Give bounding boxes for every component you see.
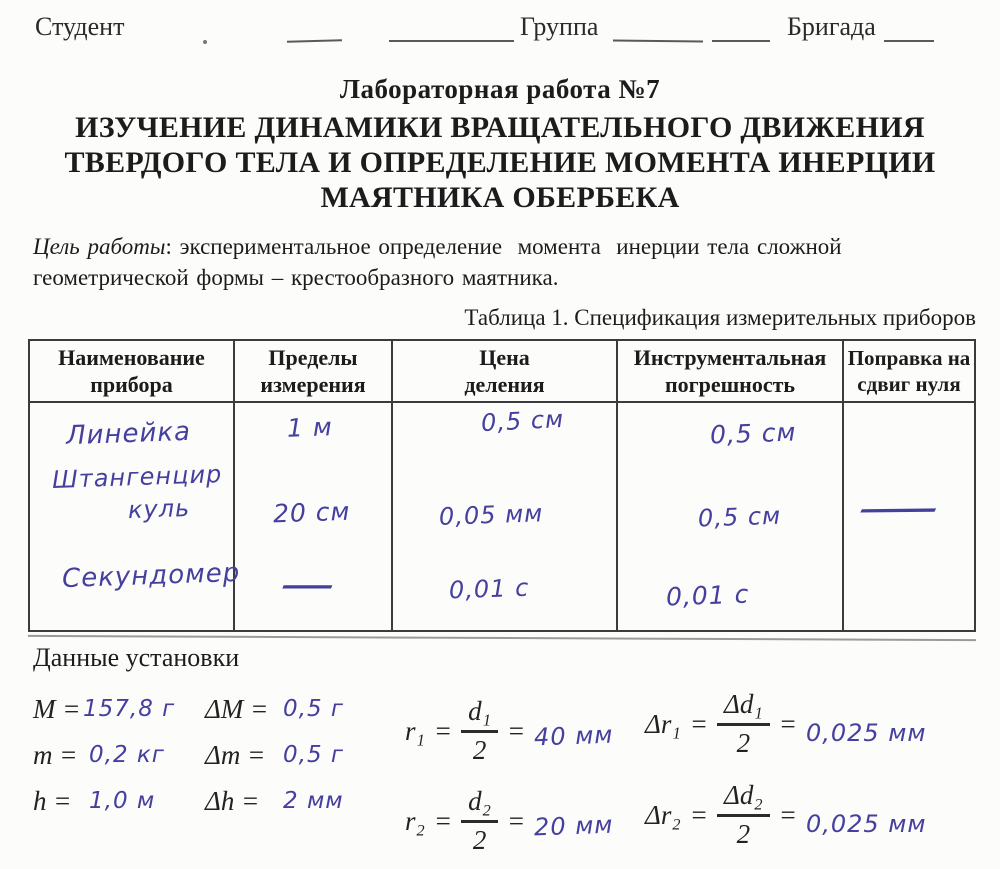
group-label: Группа	[520, 12, 599, 41]
equals-sign: =	[689, 708, 708, 739]
column-zero-shift	[844, 403, 974, 630]
handwritten-error-caliper: 0,5 см	[697, 501, 782, 533]
handwritten-division-stopwatch: 0,01 с	[448, 573, 530, 605]
handwritten-value-h: 1,0 м	[89, 788, 156, 814]
fraction-denominator: 2	[736, 728, 751, 758]
table-caption: Таблица 1. Спецификация измерительных приборов	[464, 305, 976, 330]
equals-sign: =	[689, 799, 708, 830]
symbol-r1: r₁	[405, 715, 425, 746]
student-blank-line-2	[389, 40, 514, 42]
setup-data-heading: Данные установки	[33, 643, 240, 672]
symbol-delta-r1: Δr₁	[645, 708, 681, 739]
goal-text-line-1: : экспериментальное определение момента инерции тела сложной	[165, 234, 842, 259]
title-caps-line-3: МАЯТНИКА ОБЕРБЕКА	[320, 181, 680, 214]
handwritten-value-delta-r1: 0,025 мм	[805, 719, 927, 747]
goal-paragraph	[33, 231, 983, 293]
instruments-table	[28, 339, 976, 632]
symbol-m: m =	[33, 740, 78, 770]
handwritten-instrument-ruler: Линейка	[65, 416, 192, 452]
fraction-denominator: 2	[736, 819, 751, 849]
brigade-blank-line	[884, 40, 934, 42]
lab-work-number-title: Лабораторная работа №7	[339, 74, 661, 104]
title-caps-line-2: ТВЕРДОГО ТЕЛА И ОПРЕДЕЛЕНИЕ МОМЕНТА ИНЕРЦИИ	[64, 146, 936, 179]
handwritten-value-delta-h: 2 мм	[283, 788, 344, 814]
symbol-delta-h: Δh =	[205, 786, 260, 816]
fraction-d2-over-2	[461, 786, 498, 856]
handwritten-instrument-stopwatch: Секундомер	[61, 557, 241, 595]
scan-speck	[203, 40, 207, 44]
handwritten-value-M: 157,8 г	[83, 696, 176, 722]
equals-sign: =	[778, 799, 797, 830]
handwritten-value-delta-M: 0,5 г	[283, 696, 344, 722]
symbol-delta-m: Δm =	[205, 740, 266, 770]
symbol-r2: r₂	[405, 805, 425, 836]
header-cell-instrumental-error: Инструментальная погрешность	[618, 341, 844, 401]
goal-label: Цель работы	[33, 234, 166, 259]
fraction-numerator-d1: d₁	[461, 696, 498, 733]
handwritten-error-stopwatch: 0,01 с	[665, 579, 750, 612]
student-blank-line-1	[287, 39, 342, 42]
handwritten-value-r1: 40 мм	[533, 720, 615, 752]
group-blank-line-1	[613, 40, 703, 43]
equals-sign: =	[507, 805, 526, 836]
header-cell-instrument-name: Наименование прибора	[30, 341, 235, 401]
instruments-table-header-row	[30, 341, 974, 403]
fraction-numerator-d2: d₂	[461, 786, 498, 823]
handwritten-value-r2: 20 мм	[533, 810, 615, 842]
param-row-m	[33, 740, 393, 774]
column-instrument-names	[30, 403, 241, 630]
fraction-delta-d2-over-2	[717, 780, 770, 850]
handwritten-division-ruler: 0,5 см	[480, 404, 565, 438]
equals-sign: =	[507, 715, 526, 746]
fraction-numerator-delta-d2: Δd₂	[717, 780, 770, 817]
param-row-h	[33, 786, 393, 820]
formula-r1	[405, 693, 614, 769]
header-cell-division-value: Цена деления	[393, 341, 618, 401]
handwritten-zero-shift-caliper-dash: —	[856, 494, 947, 525]
handwritten-range-caliper: 20 см	[272, 496, 351, 529]
title-caps-line-1: ИЗУЧЕНИЕ ДИНАМИКИ ВРАЩАТЕЛЬНОГО ДВИЖЕНИЯ	[75, 111, 925, 144]
handwritten-range-ruler: 1 м	[286, 412, 334, 443]
handwritten-error-ruler: 0,5 см	[709, 417, 797, 450]
equals-sign: =	[778, 708, 797, 739]
brigade-label: Бригада	[787, 12, 876, 41]
handwritten-value-delta-r2: 0,025 мм	[805, 810, 927, 838]
goal-text-line-2: геометрической формы – крестообразного маятника.	[33, 265, 559, 290]
fraction-denominator: 2	[472, 735, 487, 765]
fraction-delta-d1-over-2	[717, 689, 770, 759]
handwritten-division-caliper: 0,05 мм	[438, 499, 544, 531]
symbol-delta-r2: Δr₂	[645, 799, 681, 830]
equals-sign: =	[433, 715, 453, 746]
handwritten-range-stopwatch-dash: —	[281, 571, 338, 601]
column-measuring-ranges	[235, 403, 393, 630]
column-division-values	[393, 403, 618, 630]
fraction-denominator: 2	[472, 825, 487, 855]
handwritten-instrument-caliper-line2: куль	[127, 493, 191, 525]
formula-r2	[405, 783, 614, 859]
scan-artifact-line	[28, 635, 976, 641]
header-cell-zero-shift: Поправка на сдвиг нуля	[847, 346, 971, 396]
title-block	[0, 74, 1000, 215]
handwritten-instrument-caliper-line1: Штангенцир	[51, 460, 223, 494]
symbol-delta-M: ΔM =	[205, 694, 269, 724]
instruments-table-body-row	[30, 403, 974, 630]
header-cell-measuring-range: Пределы измерения	[235, 341, 393, 401]
formula-delta-r1	[645, 686, 927, 762]
fraction-numerator-delta-d1: Δd₁	[717, 689, 770, 726]
group-blank-line-2	[712, 40, 770, 42]
fraction-d1-over-2	[461, 696, 498, 766]
formula-delta-r2	[645, 777, 927, 853]
symbol-M: M =	[33, 694, 81, 724]
param-row-M	[33, 694, 393, 728]
student-label: Студент	[35, 12, 125, 41]
column-instrumental-errors	[618, 403, 844, 630]
equals-sign: =	[433, 805, 453, 836]
handwritten-value-delta-m: 0,5 г	[283, 742, 344, 768]
symbol-h: h =	[33, 786, 72, 816]
handwritten-value-m: 0,2 кг	[89, 742, 165, 768]
